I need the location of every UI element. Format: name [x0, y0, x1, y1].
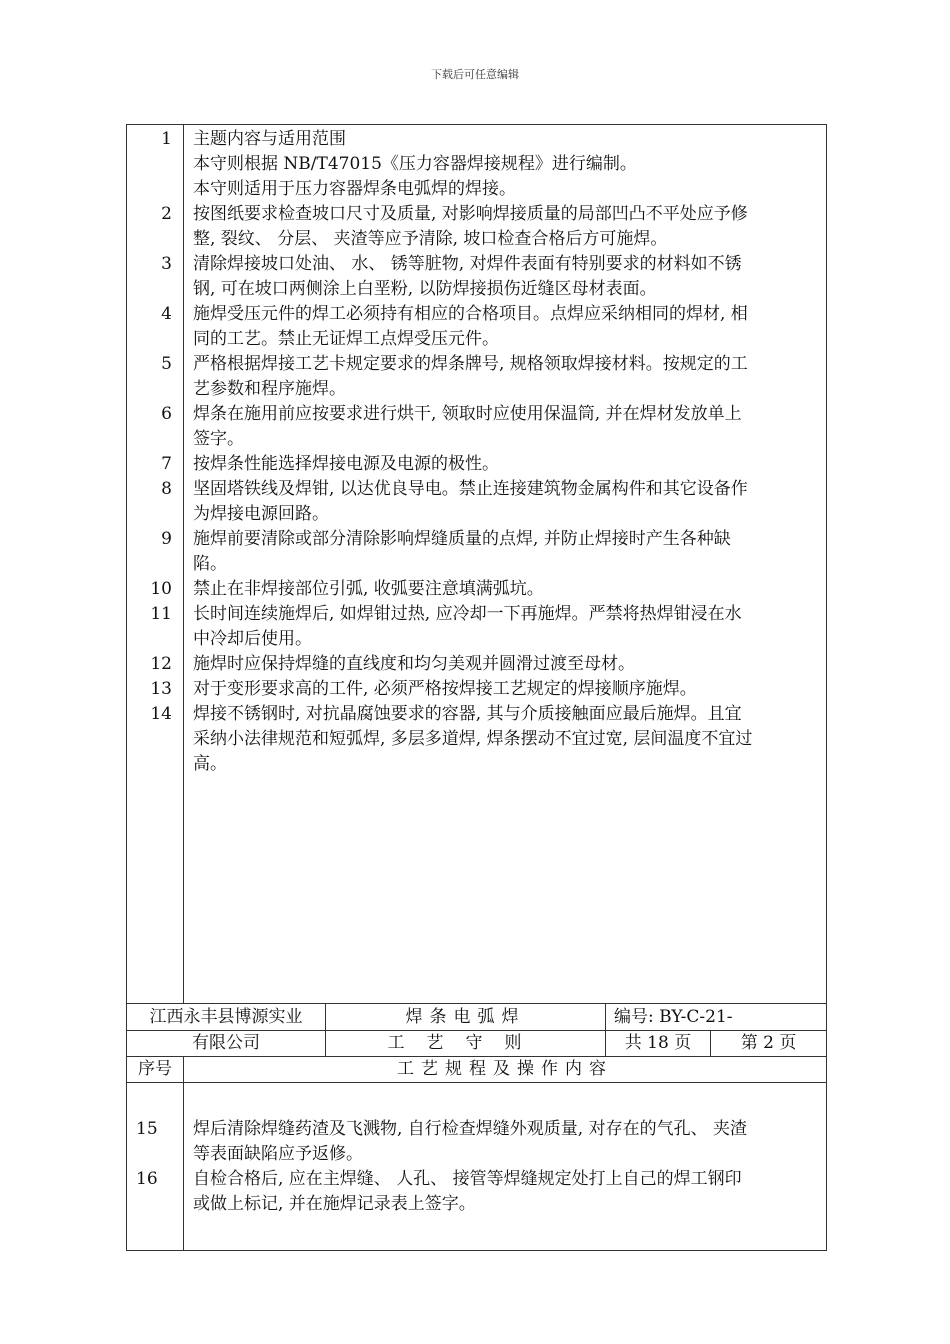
item-number: 10 — [150, 579, 172, 599]
company-name-line2: 有限公司 — [127, 1031, 326, 1057]
item-text-line: 施焊前要清除或部分清除影响焊缝质量的点焊, 并防止焊接时产生各种缺 — [193, 529, 731, 549]
content-row-top — [127, 125, 827, 1004]
item-text-line: 高。 — [193, 754, 227, 774]
item-text-column-bottom — [184, 1083, 827, 1251]
page-number: 第 2 页 — [711, 1031, 827, 1057]
item-text-line: 采纳小法律规范和短弧焊, 多层多道焊, 焊条摆动不宜过宽, 层间温度不宜过 — [193, 729, 753, 749]
item-text-line: 本守则适用于压力容器焊条电弧焊的焊接。 — [193, 179, 516, 199]
item-text-line: 为焊接电源回路。 — [193, 504, 329, 524]
item-number: 15 — [136, 1119, 158, 1139]
content-row-bottom — [127, 1083, 827, 1251]
item-text-line: 陷。 — [193, 554, 227, 574]
total-pages: 共 18 页 — [606, 1031, 711, 1057]
item-text-line: 焊接不锈钢时, 对抗晶腐蚀要求的容器, 其与介质接触面应最后施焊。且宜 — [193, 704, 742, 724]
procedure-table — [126, 124, 827, 1251]
item-text-line: 严格根据焊接工艺卡规定要求的焊条牌号, 规格领取焊接材料。按规定的工 — [193, 354, 748, 374]
item-number-column — [127, 125, 184, 1004]
item-text-line: 施焊时应保持焊缝的直线度和均匀美观并圆滑过渡至母材。 — [193, 654, 635, 674]
procedure-document — [126, 124, 826, 1251]
item-number: 11 — [150, 604, 172, 624]
item-text-line: 整, 裂纹、 分层、 夹渣等应予清除, 坡口检查合格后方可施焊。 — [193, 229, 668, 249]
item-text-line: 签字。 — [193, 429, 244, 449]
item-text-line: 本守则根据 NB/T47015《压力容器焊接规程》进行编制。 — [193, 154, 637, 174]
procedure-title-line1: 焊条电弧焊 — [326, 1004, 606, 1031]
item-text-line: 同的工艺。禁止无证焊工点焊受压元件。 — [193, 329, 499, 349]
item-number: 6 — [161, 404, 172, 424]
item-text-line: 主题内容与适用范围 — [193, 129, 346, 149]
page-header: 下载后可任意编辑 — [431, 68, 519, 81]
item-text-line: 艺参数和程序施焊。 — [193, 379, 346, 399]
footer-row-1 — [127, 1004, 827, 1031]
item-number: 13 — [150, 679, 172, 699]
footer-row-2 — [127, 1031, 827, 1057]
column-header-row — [127, 1057, 827, 1083]
content-header: 工艺规程及操作内容 — [184, 1057, 827, 1083]
item-text-line: 钢, 可在坡口两侧涂上白垩粉, 以防焊接损伤近缝区母材表面。 — [193, 279, 657, 299]
item-text-line: 等表面缺陷应予返修。 — [193, 1144, 363, 1164]
document-code: 编号: BY-C-21- — [606, 1004, 827, 1031]
item-number: 9 — [161, 529, 172, 549]
item-text-line: 对于变形要求高的工件, 必须严格按焊接工艺规定的焊接顺序施焊。 — [193, 679, 697, 699]
item-text-line: 焊后清除焊缝药渣及飞溅物, 自行检查焊缝外观质量, 对存在的气孔、 夹渣 — [193, 1119, 748, 1139]
item-text-line: 施焊受压元件的焊工必须持有相应的合格项目。点焊应采纳相同的焊材, 相 — [193, 304, 748, 324]
item-text-line: 清除焊接坡口处油、 水、 锈等脏物, 对焊件表面有特别要求的材料如不锈 — [193, 254, 742, 274]
procedure-title-line2: 工艺守则 — [326, 1031, 606, 1057]
item-text-line: 或做上标记, 并在施焊记录表上签字。 — [193, 1194, 476, 1214]
item-text-line: 中冷却后使用。 — [193, 629, 312, 649]
sequence-header: 序号 — [127, 1057, 184, 1083]
company-name-line1: 江西永丰县博源实业 — [127, 1004, 326, 1031]
item-number: 8 — [161, 479, 172, 499]
item-text-line: 焊条在施用前应按要求进行烘干, 领取时应使用保温筒, 并在焊材发放单上 — [193, 404, 742, 424]
item-text-line: 按图纸要求检查坡口尺寸及质量, 对影响焊接质量的局部凹凸不平处应予修 — [193, 204, 748, 224]
item-text-column — [184, 125, 827, 1004]
item-number: 5 — [161, 354, 172, 374]
item-number: 1 — [161, 129, 172, 149]
item-text-line: 按焊条性能选择焊接电源及电源的极性。 — [193, 454, 499, 474]
item-number: 12 — [150, 654, 172, 674]
item-number: 2 — [161, 204, 172, 224]
item-number: 4 — [161, 304, 172, 324]
item-text-line: 禁止在非焊接部位引弧, 收弧要注意填满弧坑。 — [193, 579, 544, 599]
item-number: 7 — [161, 454, 172, 474]
item-number-column-bottom — [127, 1083, 184, 1251]
item-text-line: 长时间连续施焊后, 如焊钳过热, 应冷却一下再施焊。严禁将热焊钳浸在水 — [193, 604, 742, 624]
item-number: 14 — [150, 704, 172, 724]
item-number: 3 — [161, 254, 172, 274]
item-text-line: 坚固塔铁线及焊钳, 以达优良导电。禁止连接建筑物金属构件和其它设备作 — [193, 479, 748, 499]
item-number: 16 — [136, 1169, 158, 1189]
item-text-line: 自检合格后, 应在主焊缝、 人孔、 接管等焊缝规定处打上自己的焊工钢印 — [193, 1169, 742, 1189]
